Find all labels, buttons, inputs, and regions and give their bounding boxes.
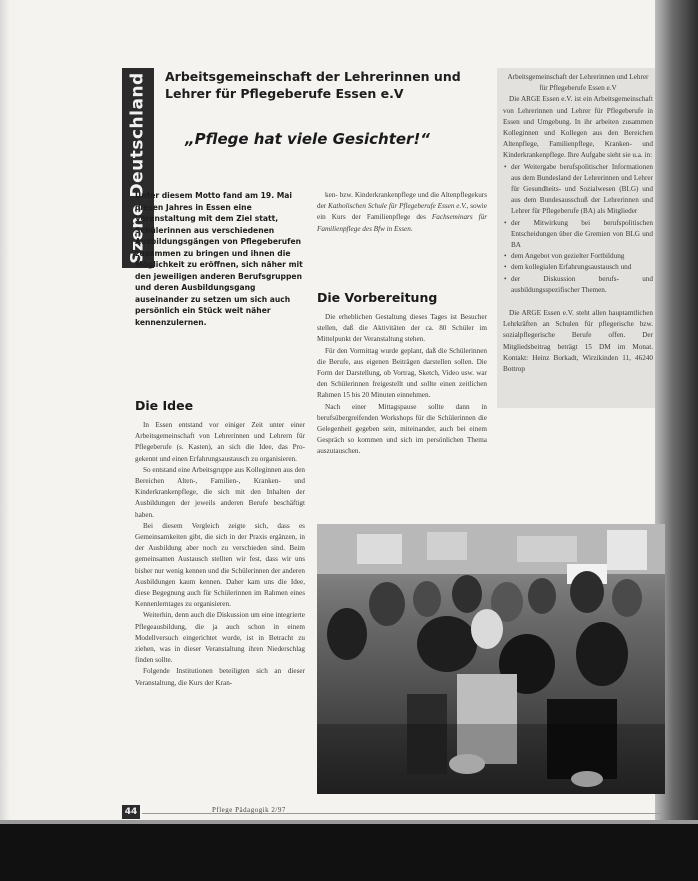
list-item: • dem Angebot von gezielter Fortbildung [511, 251, 653, 262]
col2-paragraph: Nach einer Mittagspause sollte dann in berufsübergreifenden Workshops für die Schülerinnen die Gelegenheit gegeben sein, miteinander, auch bei einem Gespräch so kommen und sich im persönlichen Thema auszutauschen. [317, 402, 487, 456]
info-box-paragraph: Die ARGE Essen e.V. ist ein Arbeitsgemeinschaft von Lehrerinnen und Lehrer für Pflegeberufe in Essen und Umgebung. In ihr arbeiten zusammen Kolleginnen und Kollegen aus den Bereichen Altenpflege, Familienpflege, Kranken- und Kinderkrankenpflege. Ihre Aufgabe sieht sie u.a. in: [503, 95, 653, 160]
col1-paragraph: Bei diesem Vergleich zeigte sich, dass es Gemeinsamkeiten gibt, die sich in der Praxis ergänzen, in der Ausbildung aber noch zu verschieden sind. Beim gemeinsamen Austausch stellten wir fest, dass wir uns bisher nur wenig kennen und die Schülerinnen der anderen Ausbildungen kaum kennen. Daher kam uns die Idee, diese Begegnung auch für Schülerinnen im Rahmen eines Kennenlerntages zu organisieren. [135, 521, 305, 609]
col1-paragraph: In Essen entstand vor einiger Zeit unter einer Arbeitsgemeinschaft von Lehrerinnen und Lehrern für Pflegeberufe (s. Kasten), an sich die Idee, das Pro- gekennt und einen Erfahrungsaustausch zu organisieren. [135, 421, 305, 463]
article-headline: „Pflege hat viele Gesichter!“ [185, 130, 430, 148]
info-box-title: Arbeitsgemeinschaft der Lehrerinnen und Lehrer für Pflegeberufe Essen e.V [507, 73, 649, 93]
intro-text: Unter diesem Motto fand am 19. Mai diesen Jahres in Essen eine Veranstaltung mit dem Ziel statt, Schülerinnen aus verschiedenen Ausbildungsgängen von Pflegeberufen zusammen zu bringen und ihnen die Möglichkeit zu eröffnen, sich näher mit den jeweiligen anderen Berufsgruppen und deren Ausbildungsgang auseinander zu setzen um sich auch persönlich ein Stück weit näher kennenzulernen. [135, 191, 303, 327]
event-photo [317, 524, 665, 794]
col2-paragraph: Die erheblichen Gestaltung dieses Tages ist Besucher stellen, daß die Aktivitäten der ca. 80 Schüler im Mittelpunkt der Veranstaltung stehen. [317, 313, 487, 344]
text-run: . [410, 224, 413, 233]
article-header: Arbeitsgemeinschaft der Lehrerinnen und Lehrer für Pflegeberufe Essen e.V [165, 69, 461, 101]
text-run: , sowie ein Kurs der Familienpflege des [317, 202, 487, 222]
list-item: • der Diskussion berufs- und ausbildungsspezifischer Themen. [511, 274, 653, 296]
school-name: Katholischen Schule für Pflegeberufe Essen e.V. [328, 202, 467, 211]
col1-paragraph: Folgende Institutionen beteiligten sich an dieser Veranstaltung, die Kurs der Kran- [135, 667, 305, 687]
heading-die-vorbereitung: Die Vorbereitung [317, 290, 438, 305]
col1-paragraph: So entstand eine Arbeitsgruppe aus Kolleginnen aus den Bereichen Alten-, Familien-, Kranken- und Kinderkrankenpflege, die sich mit den Inhalten der Ausbildungen der jeweils anderen Berufe beschäftigt haben. [135, 465, 305, 519]
column-2 [317, 312, 487, 458]
magazine-name: Pflege Pädagogik 2/97 [212, 806, 286, 814]
scan-bottom-shadow [0, 824, 698, 881]
heading-die-idee: Die Idee [135, 398, 194, 413]
col1-paragraph: Weiterhin, denn auch die Diskussion um eine integrierte Pflegeausbildung, die ja auch schon in einem Modellversuch eingerichtet wurde, ist in Betracht zu ziehen, was in dieser Veranstaltung ihren Niederschlag finden sollte. [135, 611, 305, 665]
section-tab-label: Szene Deutschland [128, 72, 148, 264]
info-box-list [503, 162, 653, 296]
col2-paragraph: Für den Vormittag wurde geplant, daß die Schülerinnen die Berufe, aus eigenen Beiträgen darstellen sollen. Die Form der Darstellung, ob Vortrag, Sketch, Video usw. war den Schülerinnen freigestellt und sollte einen zeitlichen Rahmen 15 bis 20 Minuten einnehmen. [317, 346, 487, 400]
list-item: • der Mitwirkung bei berufspolitischen Entscheidungen über die Gremien von BLG und BA [511, 218, 653, 252]
text-run: ken- bzw. Kinderkrankenpflege und die Altenpflegekurs der [317, 191, 487, 211]
seminar-name: Fachseminars für Familienpflege des Bfw in Essen [317, 213, 487, 233]
col2-paragraph [317, 190, 487, 235]
column-2-top [317, 190, 487, 235]
list-item: • der Weitergabe berufspolitischer Informationen aus dem Bundesland der Lehrerinnen und Lehrer für Gesundheits- und Sozialwesen (BLG) und aus dem Bundesausschuß der Lehrerinnen und Lehrer für Pflegeberufe (BA) als Mitglieder [511, 162, 653, 218]
list-item: • dem kollegialen Erfahrungsaustausch und [511, 262, 653, 273]
page-gutter-shadow [0, 0, 10, 881]
page-number: 44 [122, 805, 140, 819]
info-box-text [503, 72, 653, 375]
column-1 [135, 420, 305, 689]
article-intro [135, 190, 305, 328]
info-box-paragraph: Die ARGE Essen e.V. steht allen hauptamtlichen Lehrkräften an Schulen für pflegerische bzw. sozialpflegerische Berufe offen. Der Mitgliedsbeitrag beträgt 15 DM im Monat. Kontakt: Heinz Borkadt, Wirzikinden 11, 46240 Bottrop [503, 309, 653, 374]
